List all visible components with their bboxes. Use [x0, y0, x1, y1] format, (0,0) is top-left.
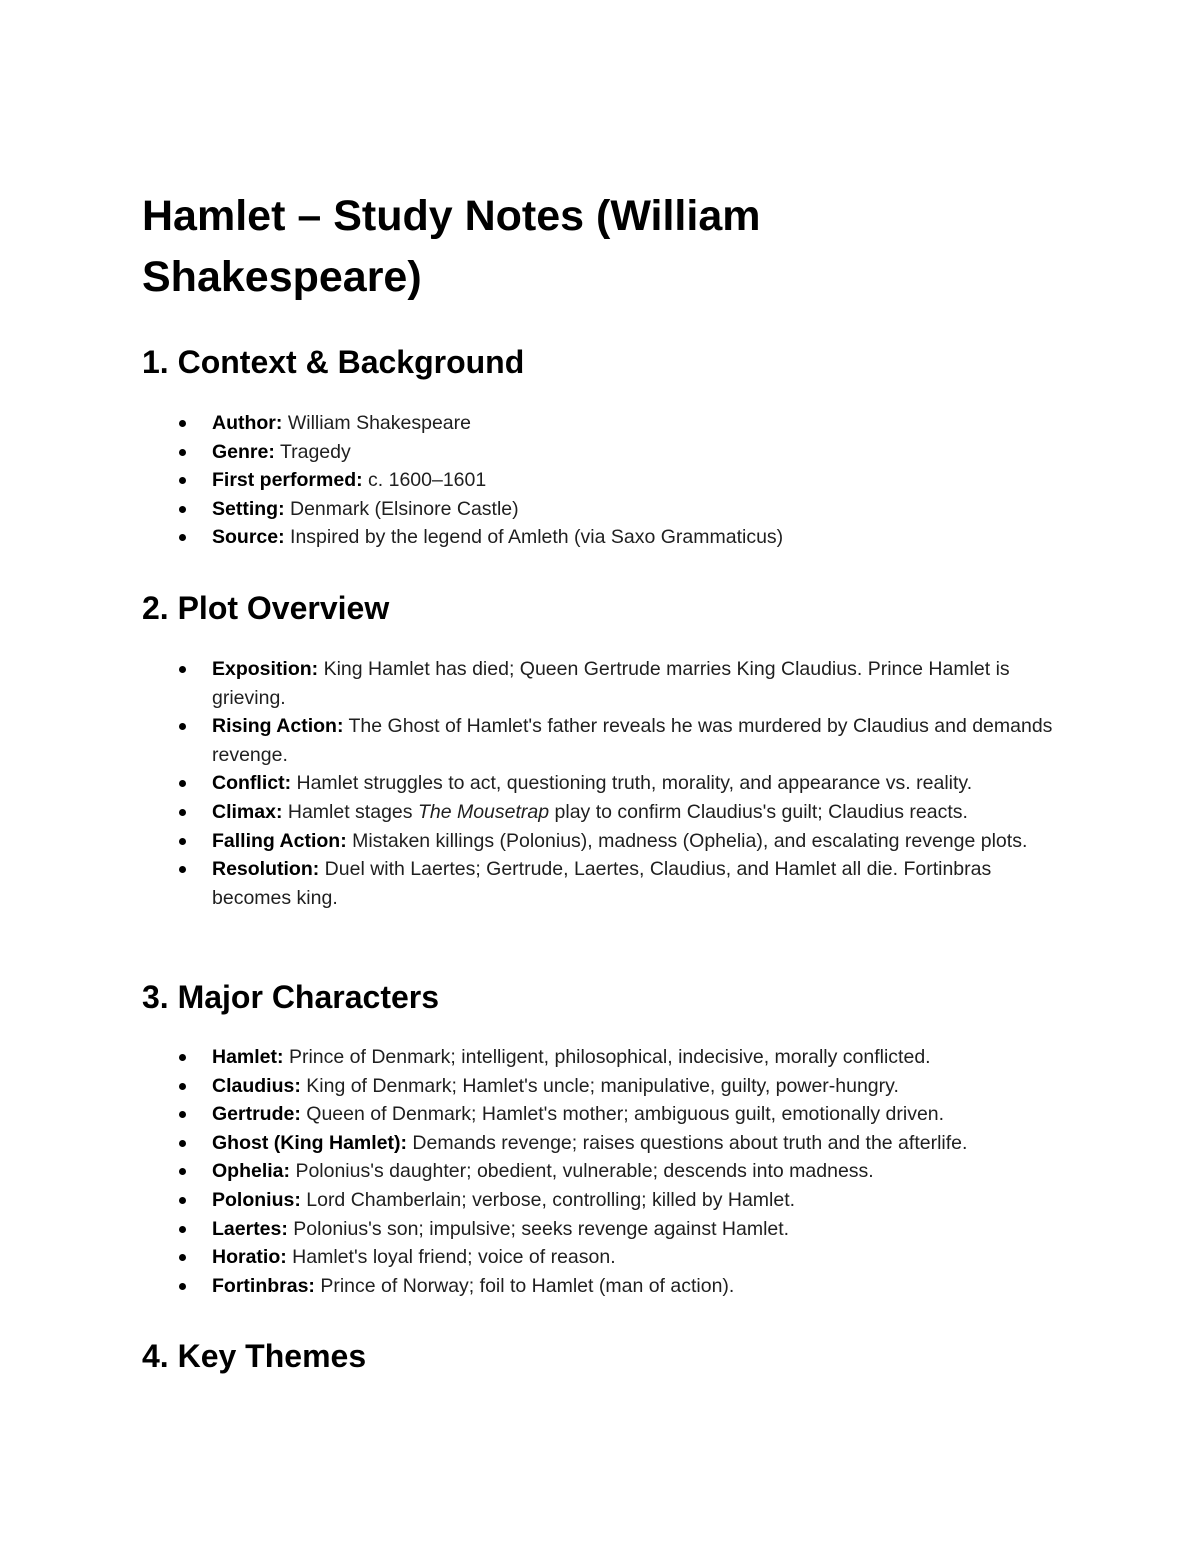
item-label: Conflict:	[212, 772, 292, 795]
bullet-icon	[179, 780, 186, 787]
bullet-icon	[179, 1054, 186, 1061]
item-text-before: Hamlet stages	[287, 800, 413, 823]
bullet-icon	[179, 506, 186, 513]
item-label: Genre:	[212, 440, 275, 463]
section-heading-themes: 4. Key Themes	[142, 1338, 367, 1374]
item-text: Tragedy	[279, 440, 351, 463]
section-heading-characters: 3. Major Characters	[142, 979, 440, 1015]
bullet-icon	[179, 420, 186, 427]
item-label: Setting:	[212, 497, 285, 520]
document-title: Hamlet – Study Notes (William Shakespeare)	[142, 192, 761, 301]
list-item	[0, 1215, 1062, 1244]
list-item	[0, 409, 1062, 438]
item-text: Demands revenge; raises questions about truth and the afterlife.	[412, 1131, 968, 1154]
item-text: Inspired by the legend of Amleth (via Saxo Grammaticus)	[290, 526, 784, 549]
list-item	[0, 827, 1062, 856]
item-label: Horatio:	[212, 1246, 287, 1269]
item-label: Fortinbras:	[212, 1274, 315, 1297]
bullet-icon	[179, 1168, 186, 1175]
item-label: Gertrude:	[212, 1103, 301, 1126]
list-item	[0, 1272, 1062, 1301]
section-heading-context: 1. Context & Background	[142, 344, 525, 380]
item-label: Laertes:	[212, 1217, 288, 1240]
item-text: c. 1600–1601	[368, 469, 487, 492]
item-text: Hamlet struggles to act, questioning truth, morality, and appearance vs. reality.	[296, 772, 973, 795]
item-text: Denmark (Elsinore Castle)	[290, 497, 519, 520]
list-item	[0, 1072, 1062, 1101]
bullet-icon	[179, 866, 186, 873]
bullet-icon	[179, 477, 186, 484]
item-text: Duel with Laertes; Gertrude, Laertes, Claudius, and Hamlet all die. Fortinbras becomes king.	[212, 858, 992, 909]
item-label: Exposition:	[212, 658, 319, 680]
bullet-icon	[179, 1111, 186, 1118]
bullet-icon	[179, 534, 186, 541]
item-label: Hamlet:	[212, 1046, 284, 1068]
list-item	[0, 466, 1062, 495]
play-title: The Mousetrap	[417, 800, 550, 823]
list-item	[0, 438, 1062, 467]
bullet-icon	[179, 1254, 186, 1261]
item-text: The Ghost of Hamlet's father reveals he was murdered by Claudius and demands revenge.	[212, 715, 1053, 766]
item-label: Rising Action:	[212, 715, 344, 738]
item-text: Polonius's daughter; obedient, vulnerable; descends into madness.	[295, 1160, 874, 1183]
characters-list	[0, 1043, 1062, 1300]
list-item	[0, 855, 1062, 912]
item-label: Polonius:	[212, 1188, 301, 1211]
bullet-icon	[179, 723, 186, 730]
list-item	[0, 1243, 1062, 1272]
item-label: Falling Action:	[212, 829, 347, 852]
item-label: Claudius:	[212, 1074, 301, 1097]
bullet-icon	[179, 1197, 186, 1204]
list-item	[0, 769, 1062, 798]
list-item	[0, 712, 1062, 769]
list-item	[0, 1157, 1062, 1186]
list-item	[0, 798, 1062, 827]
item-label: Climax:	[212, 800, 283, 823]
item-text: Queen of Denmark; Hamlet's mother; ambiguous guilt, emotionally driven.	[306, 1103, 945, 1126]
plot-list	[0, 655, 1062, 912]
item-label: Author:	[212, 412, 283, 434]
item-text: Prince of Norway; foil to Hamlet (man of action).	[320, 1274, 735, 1297]
item-text: King Hamlet has died; Queen Gertrude marries King Claudius. Prince Hamlet is grieving.	[212, 658, 1010, 709]
item-text: Mistaken killings (Polonius), madness (Ophelia), and escalating revenge plots.	[352, 829, 1028, 852]
bullet-icon	[179, 809, 186, 816]
bullet-icon	[179, 838, 186, 845]
list-item	[0, 1129, 1062, 1158]
item-text: Hamlet's loyal friend; voice of reason.	[292, 1246, 616, 1269]
bullet-icon	[179, 1283, 186, 1290]
item-text: Lord Chamberlain; verbose, controlling; killed by Hamlet.	[306, 1188, 796, 1211]
item-text: King of Denmark; Hamlet's uncle; manipulative, guilty, power-hungry.	[306, 1074, 899, 1097]
item-text: Polonius's son; impulsive; seeks revenge against Hamlet.	[293, 1217, 790, 1240]
list-item	[0, 1186, 1062, 1215]
item-text: Prince of Denmark; intelligent, philosophical, indecisive, morally conflicted.	[288, 1046, 931, 1068]
item-text: William Shakespeare	[287, 412, 471, 434]
bullet-icon	[179, 1083, 186, 1090]
bullet-icon	[179, 1226, 186, 1233]
list-item	[0, 1043, 1062, 1072]
list-item	[0, 495, 1062, 524]
context-list	[0, 409, 1062, 552]
list-item	[0, 655, 1062, 712]
section-heading-plot: 2. Plot Overview	[142, 590, 390, 626]
bullet-icon	[179, 666, 186, 673]
list-item	[0, 523, 1062, 552]
bullet-icon	[179, 449, 186, 456]
item-text-after: play to confirm Claudius's guilt; Claudius reacts.	[554, 800, 968, 823]
bullet-icon	[179, 1140, 186, 1147]
item-label: Ophelia:	[212, 1160, 291, 1183]
item-label: First performed:	[212, 469, 363, 492]
item-label: Ghost (King Hamlet):	[212, 1131, 407, 1154]
item-label: Resolution:	[212, 858, 320, 881]
item-label: Source:	[212, 526, 285, 549]
list-item	[0, 1100, 1062, 1129]
